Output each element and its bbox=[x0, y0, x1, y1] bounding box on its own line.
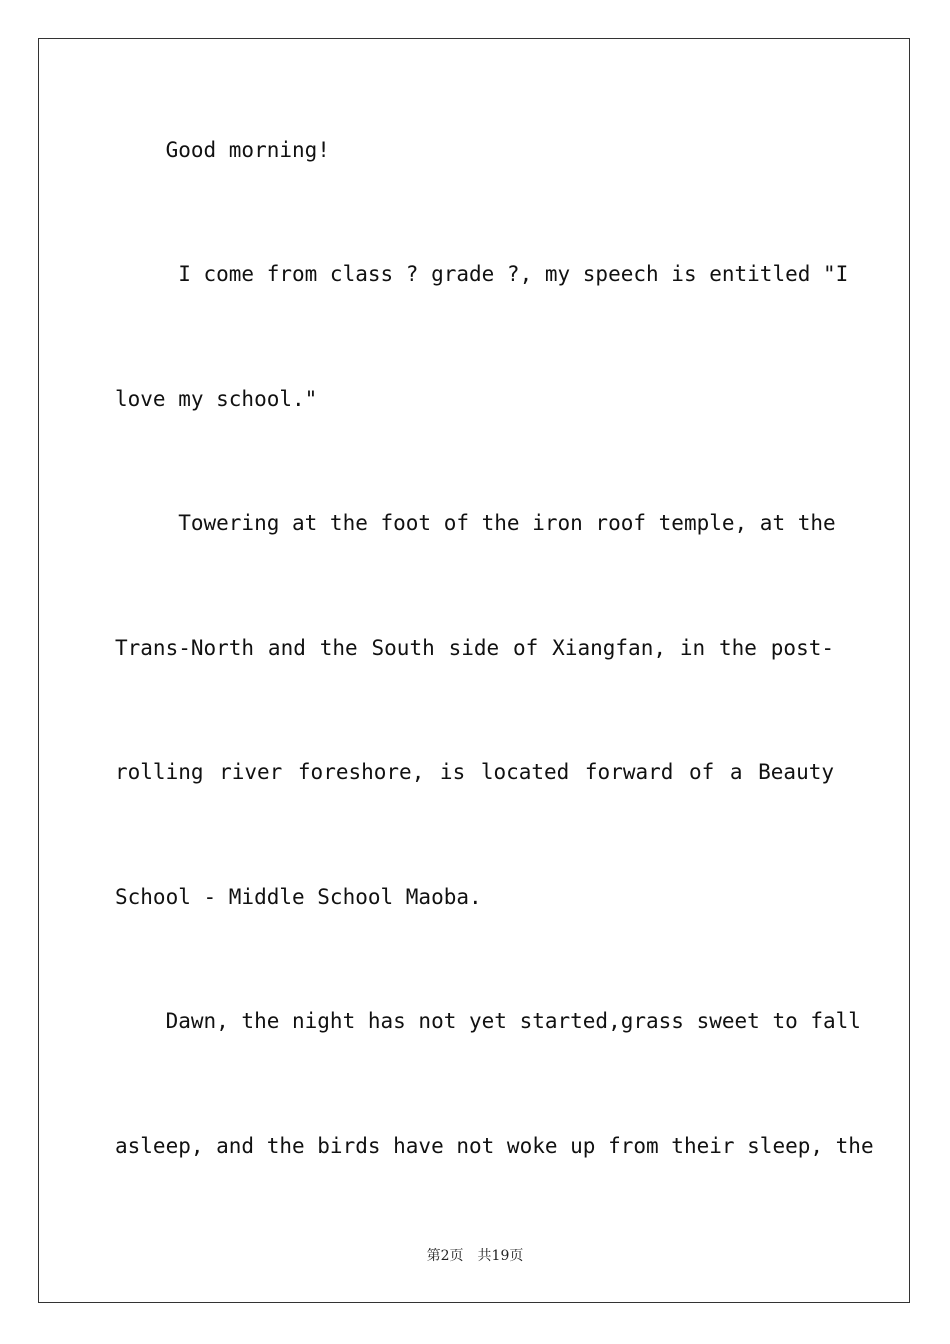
text-line-intro-end: love my school." bbox=[115, 387, 318, 411]
text-line-paragraph-2: rolling river foreshore, is located forward of a Beauty bbox=[115, 760, 834, 784]
page-number: 第2页 bbox=[426, 1248, 464, 1264]
text-line-greeting: Good morning! bbox=[115, 138, 330, 162]
text-line-intro: I come from class ? grade ?, my speech is entitled "I bbox=[115, 262, 849, 286]
text-line-paragraph-2-end: School - Middle School Maoba. bbox=[115, 885, 482, 909]
page-total: 共19页 bbox=[477, 1248, 524, 1264]
text-line-paragraph-3: Dawn, the night has not yet started,grass sweet to fall bbox=[115, 1009, 861, 1033]
text-line-paragraph-2: Towering at the foot of the iron roof temple, at the bbox=[115, 511, 836, 535]
text-line-paragraph-2: Trans-North and the South side of Xiangfan, in the post- bbox=[115, 636, 834, 660]
text-line-paragraph-3: asleep, and the birds have not woke up from their sleep, the bbox=[115, 1134, 874, 1158]
page-footer bbox=[0, 1246, 950, 1266]
page-border bbox=[38, 38, 910, 1303]
